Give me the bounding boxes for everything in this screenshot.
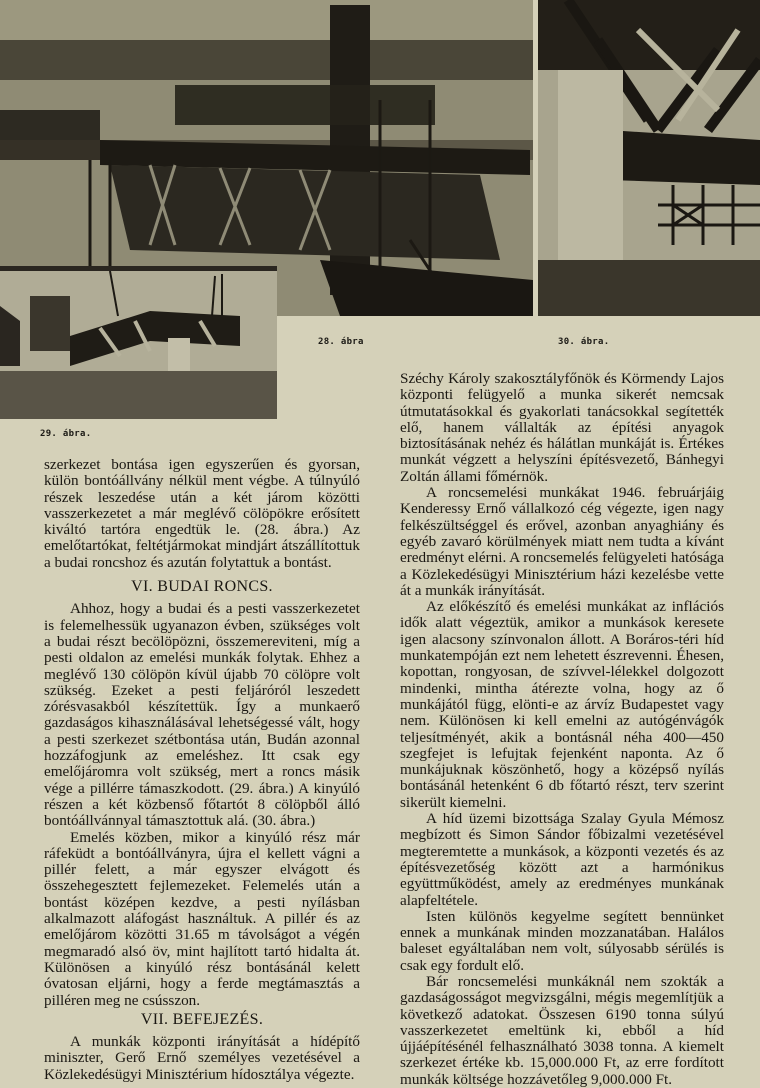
paragraph: Széchy Károly szakosztályfőnök és Körmendy Lajos központi felügyelő a munka sikerét nemcsak útmutatásokkal és gyakorlati tanácsokkal segítették elő, hanem vállalták az építési anyagok biztosításának nehéz és hálátlan munkáját is. Értékes munkát végzett a helyszíni építésvezető, Bánhegyi Zoltán állami főmérnök. xyxy=(400,370,724,485)
pier-scaffolding-image xyxy=(538,0,760,316)
paragraph: Ahhoz, hogy a budai és a pesti vasszerkezetet is felemelhessük ugyanazon évben, szükséges volt a budai részt becölöpözni, összemereviteni, míg a pesti oldalon az emelési munkák folytak. Ehhez a meglévő 130 cölöpön kívül újabb 70 cölöpre volt szükség. Ezeket a pesti feljáróról leszedett zórésvasakból készítettük. Így a munkaerő gazdaságos kihasználásával lehetségessé vált, hogy a pesti szerkezet szétbontása után, Budán azonnal hozzáfogjunk az emeléshez. Itt csak egy emelőjáromra volt szükség, mert a roncs másik vége a pillérre támaszkodott. (29. ábra.) A kinyúló részen a két közbenső főtartót 8 cölöpből álló bontóállvánnyal támasztottuk alá. (30. ábra.) xyxy=(44,600,360,830)
figure-29-caption: 29. ábra. xyxy=(40,429,92,439)
right-column xyxy=(400,371,724,1088)
section-heading-budai-roncs: VI. BUDAI RONCS. xyxy=(131,578,273,596)
bent-truss-image xyxy=(0,266,277,419)
section-heading-befejezes: VII. BEFEJEZÉS. xyxy=(140,1010,264,1028)
paragraph: Bár roncsemelési munkáknál nem szokták a gazdaságosságot megvizsgálni, mégis megemlítjük a következő adatokat. Összesen 6190 tonna súlyú vasszerkezetet emeltünk ki, ebből a híd újjáépítésénél felhasználható 3038 tonna. A kiemelt szerkezet értéke kb. 15,000.000 Ft, az erre fordított munkák költsége hozzávetőleg 9,000.000 Ft. xyxy=(400,972,724,1088)
paragraph: A híd üzemi bizottsága Szalay Gyula Mémosz megbízott és Simon Sándor főbizalmi vezetésével megteremtette a munkások, a központi vezetés és az építésvezetőség között azt a harmónikus együttműködést, amely az eredményes munkának alapfeltétele. xyxy=(400,810,724,909)
paragraph: Emelés közben, mikor a kinyúló rész már ráfeküdt a bontóállványra, újra el kellett vágni a pillér felett, a már egyszer elvágott és összehegesztett fejlemezeket. Felemelés után a bontást középen kezdve, a pesti nyílásban alkalmazott aláfogást használtuk. A pillér és az emelőjárom közötti 31.65 m távolságot a végén megmaradó alsó öv, mint hajlított tartó hidalta át. Különösen a kinyúló rész bontásánál kelett óvatosan eljárni, hogy a ferde megtámasztás a pilléren meg ne csússzon. xyxy=(44,828,360,1009)
figure-30-caption: 30. ábra. xyxy=(558,337,610,347)
figure-28-caption: 28. ábra xyxy=(318,337,364,347)
left-column xyxy=(44,457,360,1083)
figure-29-photo xyxy=(0,266,277,419)
paragraph-continuation: szerkezet bontása igen egyszerűen és gyorsan, külön bontóállvány nélkül ment végbe. A túlnyúló részek leszedése után a két járom közötti vasszerkezetet a már meglévő cölöpökre erősített kiváltó tartóra engedtük le. (28. ábra.) Az emelőtartókat, feltétjármokat mindjárt átszállítottuk a budai roncshoz és azután folytattuk a bontást. xyxy=(44,456,360,571)
paragraph: A munkák központi irányítását a hídépítő miniszter, Gerő Ernő személyes vezetésével a Közlekedésügyi Minisztérium hídosztálya végezte. xyxy=(44,1033,360,1083)
paragraph: A roncsemelési munkákat 1946. februárjáig Kenderessy Ernő vállalkozó cég végezte, igen nagy felkészültséggel és erővel, azonban anyaghiány és egyéb zavaró körülmények miatt nem tudta a kívánt eredményt elérni. A roncsemelés felügyeleti hatósága a Közlekedésügyi Minisztérium házi kezelésbe vette át a munkák irányítását. xyxy=(400,484,724,599)
paragraph: Az előkészítő és emelési munkákat az inflációs idők alatt végeztük, amikor a munkások keresete igen alacsony színvonalon állott. A Boráros-téri híd munkatempóján ezt nem lehetett észrevenni. Éhesen, kopottan, rongyosan, de szívvel-lélekkel dolgozott mindenki, mintha átérezte volna, hogy az ő munkájától függ, elönti-e az árvíz Budapestet vagy nem. Különösen ki kell emelni az autógénvágók teljesítményét, akik a bontásnál néha 400—450 szegfejet is lefujtak fejenként naponta. Az ő munkájuknak köszönhető, hogy a középső nyílás bontásánál hetenként 6 db főtartó részt, terv szerint sikerült kiemelni. xyxy=(400,598,724,811)
paragraph: Isten különös kegyelme segített bennünket ennek a munkának minden mozzanatában. Halálos baleset egyáltalában nem volt, súlyosabb sérülés is csak egy fordult elő. xyxy=(400,907,724,974)
figure-30-photo xyxy=(538,0,760,316)
